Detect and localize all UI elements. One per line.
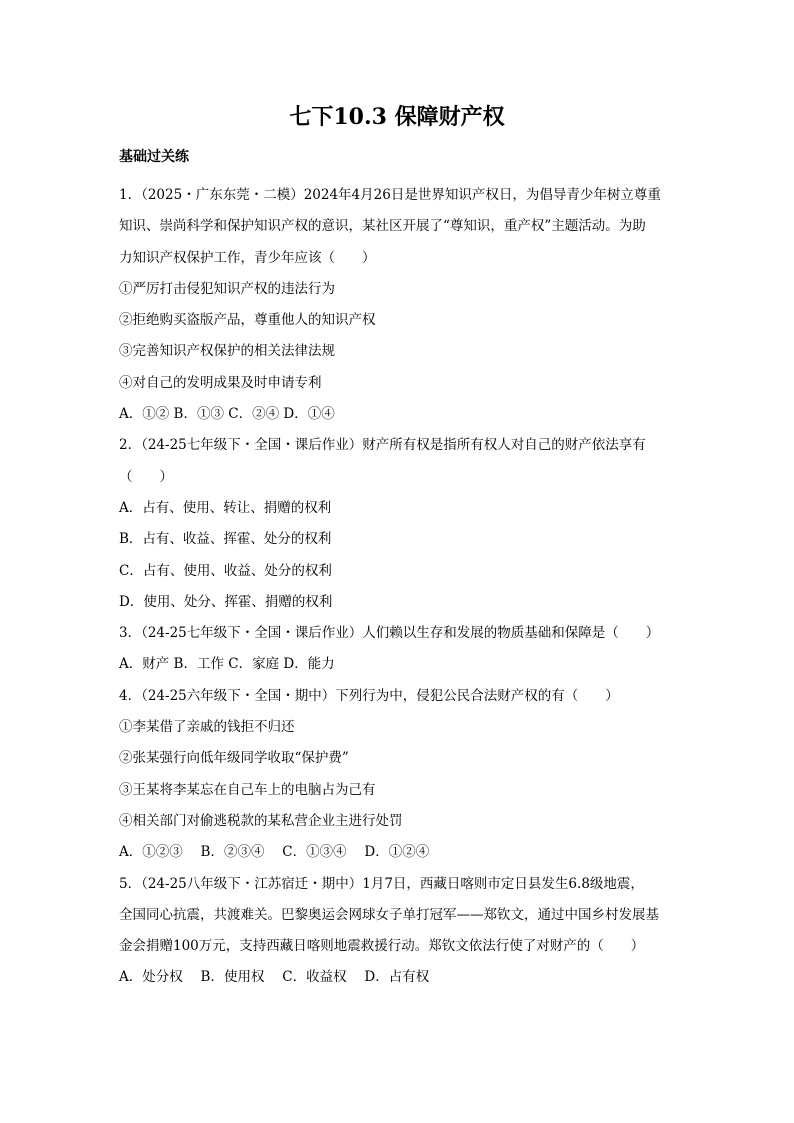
question-list (119, 180, 685, 994)
section-heading: 基础过关练 (119, 149, 189, 165)
statement-item: ②拒绝购买盗版产品，尊重他人的知识产权 (119, 312, 376, 329)
answer-choices: A．①②③ B．②③④ C．①③④ D．①②④ (119, 844, 430, 861)
question-stem-line: 力知识产权保护工作，青少年应该（ ） (119, 249, 376, 266)
question-3 (119, 618, 685, 681)
page-title: 七下10.3 保障财产权 (289, 104, 505, 130)
answer-choice: A．占有、使用、转让、捐赠的权利 (119, 499, 332, 516)
question-stem-line: （ ） (119, 468, 173, 485)
statement-item: ②张某强行向低年级同学收取“保护费” (119, 750, 349, 767)
statement-item: ③完善知识产权保护的相关法律法规 (119, 343, 335, 360)
answer-choices: A．财产 B．工作 C．家庭 D．能力 (119, 656, 335, 673)
question-stem-line: 4．（24-25六年级下・全国・期中）下列行为中，侵犯公民合法财产权的有（ ） (119, 687, 619, 704)
statement-item: ④相关部门对偷逃税款的某私营企业主进行处罚 (119, 812, 403, 829)
answer-choice: C．占有、使用、收益、处分的权利 (119, 562, 332, 579)
answer-choice: D．使用、处分、挥霍、捐赠的权利 (119, 593, 333, 610)
question-stem-line: 金会捐赠100万元，支持西藏日喀则地震救援行动。郑钦文依法行使了对财产的（ ） (119, 938, 645, 955)
answer-choice: B．占有、收益、挥霍、处分的权利 (119, 531, 332, 548)
question-5 (119, 869, 685, 994)
answer-choices: A．处分权 B．使用权 C．收益权 D．占有权 (119, 969, 430, 986)
statement-item: ①李某借了亲戚的钱拒不归还 (119, 719, 295, 736)
question-stem-line: 5．（24-25八年级下・江苏宿迁・期中）1月7日，西藏日喀则市定日县发生6.8级地震， (119, 875, 644, 892)
statement-item: ③王某将李某忘在自己车上的电脑占为己有 (119, 781, 376, 798)
question-stem-line: 知识、崇尚科学和保护知识产权的意识，某社区开展了“尊知识，重产权”主题活动。为助 (119, 218, 646, 235)
statement-item: ④对自己的发明成果及时申请专利 (119, 374, 322, 391)
question-2 (119, 430, 685, 618)
answer-choices: A．①② B．①③ C．②④ D．①④ (119, 406, 335, 423)
question-1 (119, 180, 685, 430)
statement-item: ①严厉打击侵犯知识产权的违法行为 (119, 280, 335, 297)
question-stem-line: 全国同心抗震，共渡难关。巴黎奥运会网球女子单打冠军——郑钦文，通过中国乡村发展基 (119, 906, 659, 923)
question-stem-line: 3．（24-25七年级下・全国・课后作业）人们赖以生存和发展的物质基础和保障是（ ） (119, 625, 660, 642)
question-stem-line: 1．（2025・广东东莞・二模）2024年4月26日是世界知识产权日，为倡导青少年树立尊重 (119, 187, 661, 203)
question-4 (119, 681, 685, 869)
question-stem-line: 2．（24-25七年级下・全国・课后作业）财产所有权是指所有权人对自己的财产依法享有 (119, 437, 646, 454)
